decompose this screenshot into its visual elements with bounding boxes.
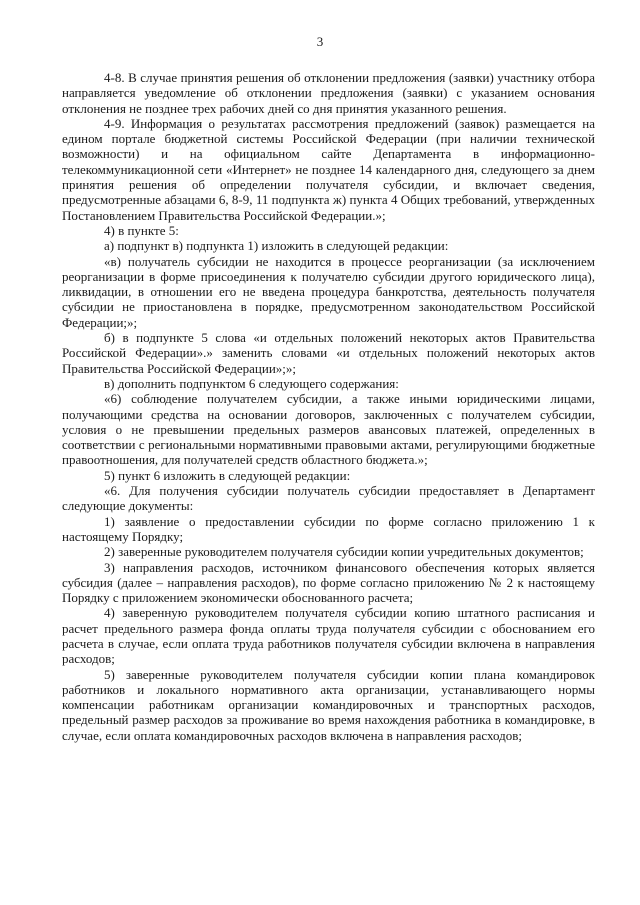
paragraph-point-6: «6. Для получения субсидии получатель субсидии предоставляет в Департамент следующие документы:: [62, 483, 595, 514]
paragraph-item-a: а) подпункт в) подпункта 1) изложить в следующей редакции:: [104, 238, 449, 254]
paragraph-doc-1: 1) заявление о предоставлении субсидии по форме согласно приложению 1 к настоящему Порядку;: [62, 513, 595, 544]
paragraph-doc-4: 4) заверенную руководителем получателя субсидии копию штатного расписания и расчет предельного размера фонда оплаты труда получателя субсидии с обоснованием его расчета в случае, если оплата труда работников получателя субсидии включена в направления расходов;: [62, 605, 595, 667]
paragraph-4-9: 4-9. Информация о результатах рассмотрения предложений (заявок) размещается на едином портале бюджетной системы Российской Федерации (при наличии технической возможности) и на официальном сайте Департамента в информационно-телекоммуникационной сети «Интернет» не позднее 14 календарного дня, следующего за днем принятия решения об определении получателя субсидии, и включает сведения, предусмотренные абзацами 6, 8-9, 11 подпункта ж) пункта 4 Общих требований, утвержденных Постановлением Правительства Российской Федерации.»;: [62, 115, 595, 223]
document-body: [62, 70, 595, 743]
paragraph-item-5: 5) пункт 6 изложить в следующей редакции:: [104, 467, 351, 483]
paragraph-doc-5: 5) заверенные руководителем получателя субсидии копии плана командировок работников и локального нормативного акта организации, устанавливающего нормы компенсации работникам организации командировочных и транспортных расходов, предельный размер расходов за проживание во время нахождения работника в командировке, в случае, если оплата командировочных расходов включена в направления расходов;: [62, 666, 595, 743]
paragraph-4-8: 4-8. В случае принятия решения об отклонении предложения (заявки) участнику отбора направляется уведомление об отклонении предложения (заявки) с указанием основания отклонения не позднее трех рабочих дней со дня принятия указанного решения.: [62, 70, 595, 116]
page-number: 3: [316, 34, 324, 49]
paragraph-subitem-v: «в) получатель субсидии не находится в процессе реорганизации (за исключением реорганизации в форме присоединения к получателю субсидии другого юридического лица), ликвидации, в отношении его не введена процедура банкротства, деятельность получателя субсидии не приостановлена в порядке, предусмотренном законодательством Российской Федерации;»;: [62, 253, 595, 330]
paragraph-doc-3: 3) направления расходов, источником финансового обеспечения которых является субсидия (далее – направления расходов), по форме согласно приложению № 2 к настоящему Порядку с приложением экономически обоснованного расчета;: [62, 559, 595, 606]
paragraph-subitem-6: «6) соблюдение получателем субсидии, а также иными юридическими лицами, получающими средства на основании договоров, заключенных с получателем субсидии, условия о не превышении предельных размеров авансовых платежей, определенных в соответствии с региональными нормативными правовыми актами, регулирующими бюджетные правоотношения, для получателей средств областного бюджета.»;: [62, 391, 595, 468]
paragraph-doc-2: 2) заверенные руководителем получателя субсидии копии учредительных документов;: [104, 544, 584, 560]
paragraph-item-4: 4) в пункте 5:: [104, 222, 179, 238]
paragraph-item-v: в) дополнить подпунктом 6 следующего содержания:: [104, 375, 399, 391]
paragraph-item-b: б) в подпункте 5 слова «и отдельных положений некоторых актов Правительства Российской Федерации».» заменить словами «и отдельных положений некоторых актов Правительства Российской Федерации»;»;: [62, 330, 595, 376]
